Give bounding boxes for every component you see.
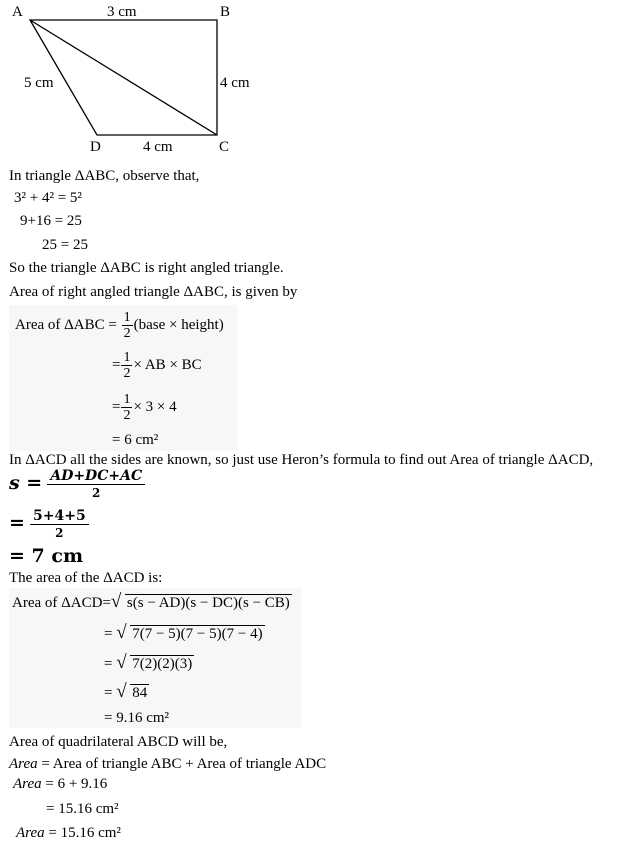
eq-result: 25 = 25 <box>42 237 88 253</box>
eq-area-abc-lhs: Area of ΔABC = <box>15 316 117 333</box>
eq-area-abc <box>15 310 224 341</box>
text-line-area-intro: Area of right angled triangle ΔABC, is given by <box>9 284 298 300</box>
eq-heron-result: = 9.16 cm² <box>104 710 170 726</box>
text-line-1: In triangle ΔABC, observe that, <box>9 168 200 184</box>
vertex-d-label: D <box>90 139 101 155</box>
eq-total-area-final: Area = 15.16 cm² <box>16 825 121 841</box>
eq-semi-perimeter-result: = 7 cm <box>9 545 84 567</box>
eq-area-abc-rhs: (base × height) <box>133 316 224 333</box>
eq-heron-3: = √ 7(2)(2)(3) <box>104 652 193 673</box>
diagonal-ac <box>30 20 217 135</box>
eq-heron-1: Area of ΔACD= √ s(s − AD)(s − DC)(s − CB) <box>12 591 290 612</box>
eq-pythagoras: 3² + 4² = 5² <box>14 190 82 206</box>
side-ab-label: 3 cm <box>107 4 137 20</box>
vertex-a-label: A <box>12 4 23 20</box>
text-line-right-angle: So the triangle ΔABC is right angled triangle. <box>9 260 284 276</box>
eq-semi-perimeter: s = $\frac{AD+DC+AC}{2}$ <box>9 468 145 501</box>
eq-area-abc-3: = $\frac{1}{2}$ × 3 × 4 <box>112 392 177 423</box>
side-dc-label: 4 cm <box>143 139 173 155</box>
eq-heron-2: = √ 7(7 − 5)(7 − 5)(7 − 4) <box>104 622 263 643</box>
eq-area-abc-2: = $\frac{1}{2}$ × AB × BC <box>112 350 202 381</box>
eq-total-area: Area = Area of triangle ABC + Area of triangle ADC <box>9 756 327 772</box>
text-line-heron: In ΔACD all the sides are known, so just use Heron’s formula to find out Area of triangle ΔACD, <box>9 452 594 468</box>
eq-sum: 9+16 = 25 <box>20 213 82 229</box>
fraction-half: $\frac{1}{2}$ <box>123 310 131 341</box>
eq-semi-perimeter-2: = $\frac{5+4+5}{2}$ <box>9 508 89 541</box>
text-line-area-acd: The area of the ΔACD is: <box>9 570 163 586</box>
side-ad-label: 5 cm <box>24 75 54 91</box>
eq-total-area-3: = 15.16 cm² <box>46 801 119 817</box>
eq-heron-4: = √ 84 <box>104 681 148 702</box>
text-line-quadrilateral: Area of quadrilateral ABCD will be, <box>9 734 228 750</box>
vertex-c-label: C <box>219 139 230 155</box>
eq-area-abc-result: = 6 cm² <box>112 432 159 448</box>
side-bc-label: 4 cm <box>220 75 250 91</box>
vertex-b-label: B <box>220 4 231 20</box>
eq-total-area-2: Area = 6 + 9.16 <box>13 776 108 792</box>
